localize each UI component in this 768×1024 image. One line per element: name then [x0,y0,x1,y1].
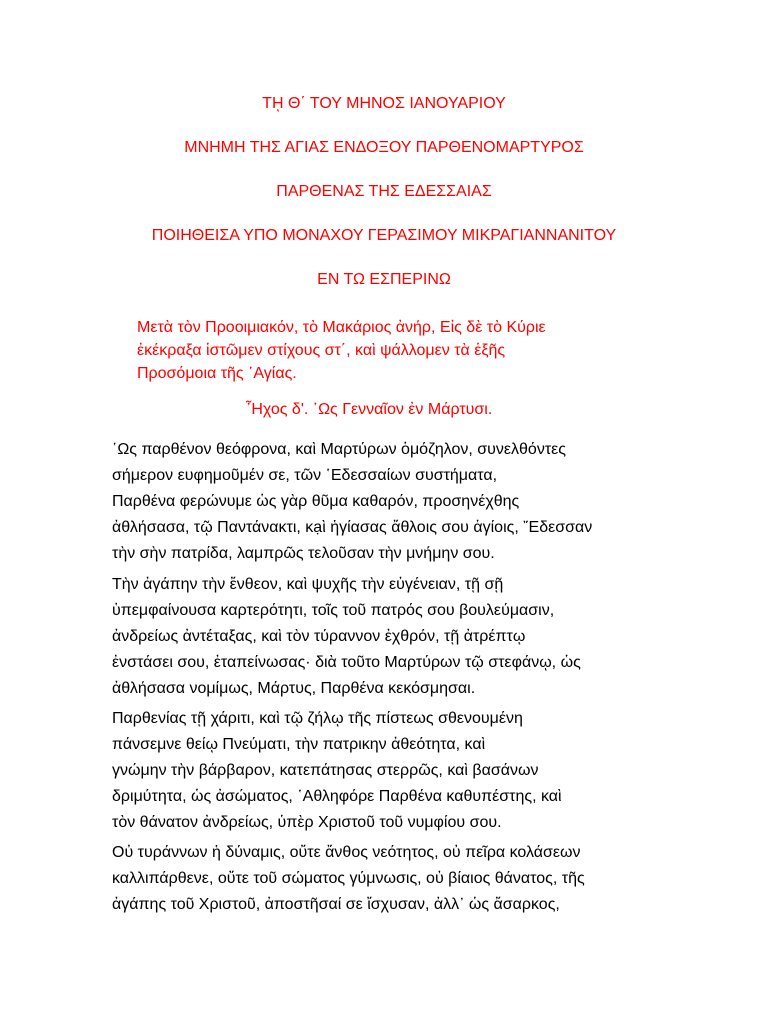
service-heading: ΕΝ ΤΩ ΕΣΠΕΡΙΝΩ [317,271,451,288]
rubric-intro [137,316,546,385]
stanza-line: ὑπεμφαίνουσα καρτερότητι, τοῖς τοῦ πατρός σου βουλεύμασιν, [112,602,555,619]
tone-heading: ῏Ηχος δ'. ῾Ως Γενναῖον ἐν Μάρτυσι. [246,401,493,418]
stanza-line: ἀγάπης τοῦ Χριστοῦ, ἀποστῆσαί σε ἴσχυσαν, ἀλλ᾽ ὡς ἄσαρκος, [112,896,560,913]
date-heading: Τῌ Θ΄ ΤΟΥ ΜΗΝΟΣ ΙΑΝΟΥΑΡΙΟΥ [262,95,506,112]
stanza-line: ἀνδρείως ἀντέταξας, καὶ τὸν τύραννον ἐχθρόν, τῇ ἀτρέπτῳ [112,628,526,645]
hymn-stanza-1 [112,437,592,567]
stanza-line: ἐνστάσει σου, ἐταπείνωσας· διὰ τοῦτο Μαρτύρων τῷ στεφάνῳ, ὡς [112,654,581,671]
author-heading: ΠΟΙΗΘΕΙΣΑ ΥΠΟ ΜΟΝΑΧΟΥ ΓΕΡΑΣΙΜΟΥ ΜΙΚΡΑΓΙΑΝΝΑΝΙΤΟΥ [151,227,617,244]
stanza-line: Παρθενίας τῇ χάριτι, καὶ τῷ ζήλῳ τῆς πίστεως σθενουμένη [112,710,523,727]
hymn-stanza-3 [112,706,562,836]
stanza-line: ἀθλήσασα νομίμως, Μάρτυς, Παρθένα κεκόσμησαι. [112,680,476,697]
rubric-line: Προσόμοια τῆς ῾Αγίας. [137,365,297,382]
stanza-line: Παρθένα φερώνυμε ὡς γὰρ θῦμα καθαρόν, προσηνέχθης [112,493,520,510]
stanza-line: καλλιπάρθενε, οὔτε τοῦ σώματος γύμνωσις, οὐ βίαιος θάνατος, τῆς [112,870,585,887]
commemoration-heading: ΜΝΗΜΗ ΤΗΣ ΑΓΙΑΣ ΕΝΔΟΞΟΥ ΠΑΡΘΕΝΟΜΑΡΤΥΡΟΣ [184,139,584,156]
stanza-line: Τὴν ἀγάπην τὴν ἔνθεον, καὶ ψυχῆς τὴν εὐγένειαν, τῇ σῇ [112,576,504,593]
hymn-stanza-2 [112,572,581,702]
stanza-line: πάνσεμνε θείῳ Πνεύματι, τὴν πατρικην ἀθεότητα, καὶ [112,736,486,753]
stanza-line: σήμερον ευφημοῦμέν σε, τῶν ῾Εδεσσαίων συστήματα, [112,467,498,484]
stanza-line: γνώμην τὴν βάρβαρον, κατεπάτησας στερρῶς, καὶ βασάνων [112,762,539,779]
hymn-stanza-4 [112,840,585,918]
rubric-line: ἐκέκραξα ἱστῶμεν στίχους στ΄, καὶ ψάλλομεν τὰ ἑξῆς [137,342,506,359]
stanza-line: τὸν θάνατον ἀνδρείως, ὑπὲρ Χριστοῦ τοῦ νυμφίου σου. [112,814,502,831]
stanza-line: Οὐ τυράννων ἡ δύναμις, οὔτε ἄνθος νεότητος, οὐ πεῖρα κολάσεων [112,844,581,861]
stanza-line: δριμύτητα, ὡς ἀσώματος, ῾Αθληφόρε Παρθένα καθυπέστης, καὶ [112,788,562,805]
stanza-line: ῾Ως παρθένον θεόφρονα, καὶ Μαρτύρων ὁμόζηλον, συνελθόντες [112,441,566,458]
stanza-line: ἀθλήσασα, τῷ Παντάνακτι, κạὶ ἡγίασας ἄθλοις σου ἁγίοις, ῎Εδεσσαν [112,519,593,536]
rubric-line: Μετὰ τὸν Προοιμιακόν, τὸ Μακάριος ἀνήρ, Εἰς δὲ τὸ Κύριε [137,319,546,336]
stanza-line: τὴν σὴν πατρίδα, λαμπρῶς τελοῦσαν τὴν μνήμην σου. [112,545,495,562]
saint-name-heading: ΠΑΡΘΕΝΑΣ ΤΗΣ ΕΔΕΣΣΑΙΑΣ [276,183,492,200]
